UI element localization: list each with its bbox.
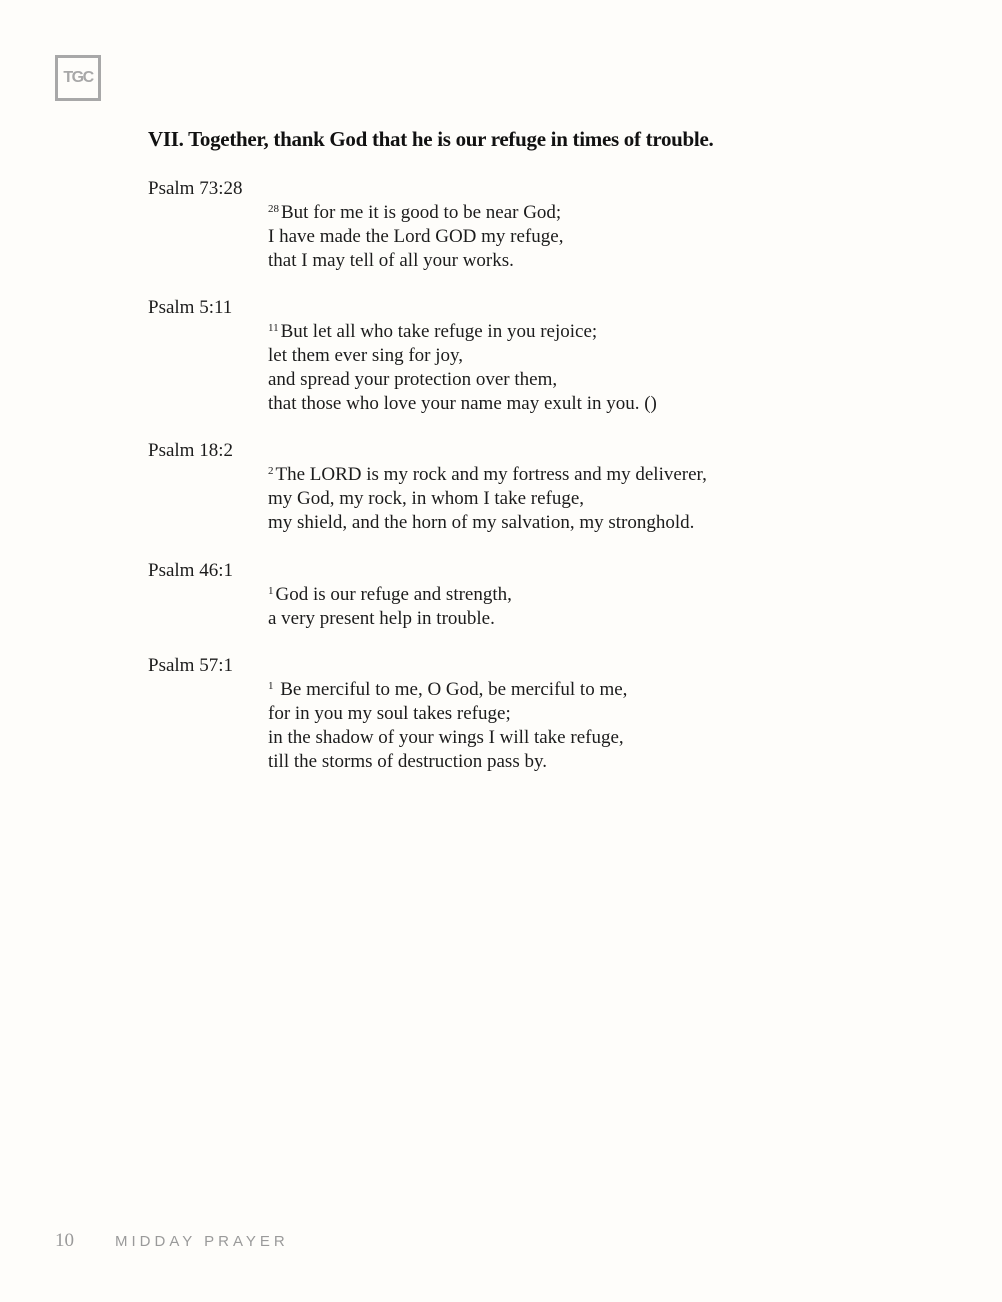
verse-number: 28 [268,203,279,215]
tgc-logo [55,55,101,101]
verse-line-text: But for me it is good to be near God; [281,202,562,223]
verse-number: 1 [268,680,274,692]
page-number: 10 [55,1230,74,1251]
verse-line: that I may tell of all your works. [268,250,514,271]
section-heading: VII. Together, thank God that he is our refuge in times of trouble. [148,127,714,151]
verse-line: till the storms of destruction pass by. [268,751,547,772]
verse-line: and spread your protection over them, [268,369,558,390]
verse-text [268,201,848,273]
verse-line [268,583,848,607]
verse-line [268,678,848,702]
verse-line: my God, my rock, in whom I take refuge, [268,488,585,509]
verse-line: for in you my soul takes refuge; [268,703,511,724]
verse-line: let them ever sing for joy, [268,345,464,366]
passage-psalm-73-28 [148,177,848,273]
logo-text: TGC [63,69,93,86]
verse-text [268,678,848,774]
verse-text [268,463,848,535]
verse-text [268,320,848,416]
passage-psalm-57-1 [148,654,848,774]
verse-number: 2 [268,465,274,477]
verse-number: 11 [268,322,279,334]
verse-line-text: But let all who take refuge in you rejoice; [280,321,598,342]
passage-reference: Psalm 18:2 [148,440,233,461]
passage-reference: Psalm 5:11 [148,297,233,318]
passage-psalm-5-11 [148,296,848,416]
passage-psalm-46-1 [148,559,848,631]
verse-line: a very present help in trouble. [268,608,495,629]
verse-number: 1 [268,585,274,597]
verse-line: I have made the Lord GOD my refuge, [268,226,564,247]
verse-line [268,463,848,487]
verse-line-text: Be merciful to me, O God, be merciful to me, [275,679,628,700]
verse-text [268,583,848,631]
verse-line: my shield, and the horn of my salvation, my stronghold. [268,512,695,533]
verse-line: that those who love your name may exult in you. () [268,393,657,414]
verse-line-text: God is our refuge and strength, [275,584,512,605]
verse-line [268,320,848,344]
running-title: MIDDAY PRAYER [115,1233,289,1250]
verse-line [268,201,848,225]
passage-reference: Psalm 46:1 [148,560,233,581]
passage-psalm-18-2 [148,439,848,535]
verse-line-text: The LORD is my rock and my fortress and my deliverer, [275,464,707,485]
passage-reference: Psalm 57:1 [148,655,233,676]
page-footer [55,1230,289,1252]
passage-reference: Psalm 73:28 [148,178,243,199]
verse-line: in the shadow of your wings I will take refuge, [268,727,624,748]
